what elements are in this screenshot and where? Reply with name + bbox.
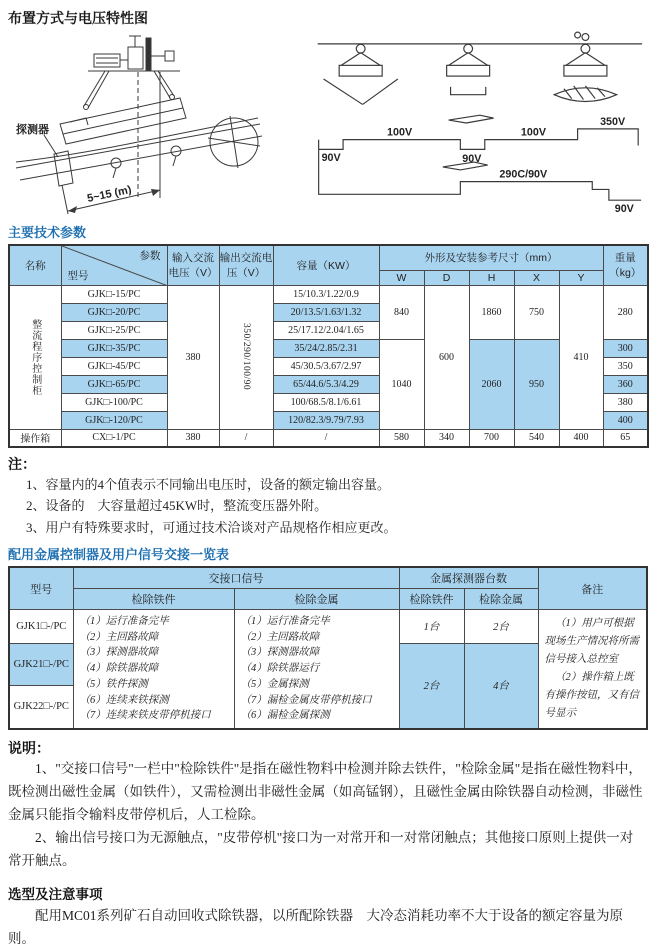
model-cell: GJK□-45/PC xyxy=(61,357,167,375)
remark-cell: （1）用户可根据现场生产情况将所需信号接入总控室 （2）操作箱上既有操作按钮，又有信号显示 xyxy=(538,609,647,729)
detector-label: 探测器 xyxy=(16,124,49,136)
v90-right-label: 90V xyxy=(614,202,634,215)
col-header-dimensions: 外形及安装参考尺寸（mm） xyxy=(379,245,603,270)
v90-mid-label: 90V xyxy=(462,153,482,166)
model-cell: GJK□-120/PC xyxy=(61,411,167,429)
weight-cell: 380 xyxy=(603,393,648,411)
notes-title: 注： xyxy=(8,456,36,472)
col-header-interface: 交接口信号 xyxy=(73,567,399,588)
weight-cell: 360 xyxy=(603,375,648,393)
col-header-w: W xyxy=(379,270,424,285)
col-header-weight: 重量（kg） xyxy=(603,245,648,285)
capacity-cell: 20/13.5/1.63/1.32 xyxy=(273,303,379,321)
col-header-h: H xyxy=(469,270,514,285)
explanation-paragraph: 2、输出信号接口为无源触点，"皮带停机"接口为一对常开和一对常闭触点；其他接口原则上提供一对常开触点。 xyxy=(8,829,634,868)
model-cell: GJK22□-/PC xyxy=(9,685,73,729)
tech-params-heading: 主要技术参数 xyxy=(8,225,87,240)
page-title: 布置方式与电压特性图 xyxy=(8,10,148,26)
v90-left-label: 90V xyxy=(321,152,341,165)
metal-signals-cell: （1）运行准备完毕 （2）主回路故障 （3）探测器故障 （4）除铁器运行 （5）金属探测 （7）漏检金属皮带停机接口 （6）漏检金属探测 xyxy=(234,609,399,729)
tech-params-table xyxy=(8,244,649,448)
input-voltage-cell: 380 xyxy=(167,285,219,429)
col-header-detector-count: 金属探测器台数 xyxy=(399,567,538,588)
selection-heading: 选型及注意事项 xyxy=(8,886,103,902)
explanation-title: 说明： xyxy=(8,740,50,757)
col-header-count-metal: 检除金属 xyxy=(464,588,538,609)
model-cell: GJK□-20/PC xyxy=(61,303,167,321)
capacity-cell: 25/17.12/2.04/1.65 xyxy=(273,321,379,339)
model-cell: GJK21□-/PC xyxy=(9,643,73,685)
model-cell: GJK□-35/PC xyxy=(61,339,167,357)
capacity-cell: 100/68.5/8.1/6.61 xyxy=(273,393,379,411)
x-cell: 950 xyxy=(514,339,559,429)
capacity-cell: 45/30.5/3.67/2.97 xyxy=(273,357,379,375)
y-cell: 400 xyxy=(559,429,603,447)
param-label: 参数 xyxy=(139,250,161,262)
diagram-row xyxy=(8,30,646,216)
signal-table xyxy=(8,566,648,730)
input-voltage-cell: 380 xyxy=(167,429,219,447)
d-cell: 600 xyxy=(424,285,469,429)
col-header-remark: 备注 xyxy=(538,567,647,609)
metal-count-cell: 4台 xyxy=(464,643,538,729)
iron-signals-cell: （1）运行准备完毕 （2）主回路故障 （3）探测器故障 （4）除铁器故障 （5）铁件探测 （6）连续来铁探测 （7）连续来铁皮带停机接口 xyxy=(73,609,234,729)
col-header-name: 名称 xyxy=(9,245,61,285)
col-header-y: Y xyxy=(559,270,603,285)
explanation-paragraph: 1、"交接口信号"一栏中"检除铁件"是指在磁性物料中检测并除去铁件，"检除金属"是指在磁性物料中，既检测出磁性金属（如铁件），又需检测出非磁性金属（如高锰钢），且磁性金属由除铁器自动检测，非磁性金属只能指令输料皮带停机后，人工检除。 xyxy=(8,761,643,822)
metal-count-cell: 2台 xyxy=(464,609,538,643)
voltage-profile-svg xyxy=(304,30,646,216)
capacity-cell: 15/10.3/1.22/0.9 xyxy=(273,285,379,303)
col-header-input-voltage: 输入交流电压（V） xyxy=(167,245,219,285)
distance-label: 5~15 (m) xyxy=(86,183,133,205)
model-cell: GJK□-65/PC xyxy=(61,375,167,393)
signal-table-heading: 配用金属控制器及用户信号交接一览表 xyxy=(8,547,230,563)
group-name-cell: 整流程序控制柜 xyxy=(9,285,61,429)
capacity-cell: / xyxy=(273,429,379,447)
weight-cell: 350 xyxy=(603,357,648,375)
w-cell: 1040 xyxy=(379,339,424,429)
iron-count-cell: 2台 xyxy=(399,643,464,729)
note-item: 3、用户有特殊要求时，可通过技术洽谈对产品规格作相应更改。 xyxy=(26,519,397,535)
notes-block xyxy=(8,454,646,538)
d-cell: 340 xyxy=(424,429,469,447)
weight-cell: 300 xyxy=(603,339,648,357)
v100-right-label: 100V xyxy=(520,126,547,139)
note-item: 1、容量内的4个值表示不同输出电压时，设备的额定输出容量。 xyxy=(26,477,391,492)
model-cell: CX□-1/PC xyxy=(61,429,167,447)
col-header-model: 型号 xyxy=(9,567,73,609)
model-label: 型号 xyxy=(67,269,89,282)
explanation-block xyxy=(8,738,646,873)
v100-left-label: 100V xyxy=(387,126,413,139)
model-cell: GJK□-15/PC xyxy=(61,285,167,303)
capacity-cell: 120/82.3/9.79/7.93 xyxy=(273,411,379,429)
h-cell: 700 xyxy=(469,429,514,447)
col-header-iron: 检除铁件 xyxy=(73,588,234,609)
v350-label: 350V xyxy=(600,115,626,128)
weight-cell: 280 xyxy=(603,285,648,339)
col-header-model-param xyxy=(61,245,167,285)
capacity-cell: 35/24/2.85/2.31 xyxy=(273,339,379,357)
model-cell: GJK1□-/PC xyxy=(9,609,73,643)
model-cell: GJK□-25/PC xyxy=(61,321,167,339)
col-header-x: X xyxy=(514,270,559,285)
w-cell: 580 xyxy=(379,429,424,447)
w-cell: 840 xyxy=(379,285,424,339)
col-header-capacity: 容量（KW） xyxy=(273,245,379,285)
h-cell: 1860 xyxy=(469,285,514,339)
note-item: 2、设备的 大容量超过45KW时，整流变压器外附。 xyxy=(26,498,328,514)
selection-paragraph: 配用MC01系列矿石自动回收式除铁器，以所配除铁器 大冷态消耗功率不大于设备的额定容量为原则。 xyxy=(8,907,624,946)
v290-label: 290C/90V xyxy=(499,168,548,181)
x-cell: 540 xyxy=(514,429,559,447)
x-cell: 750 xyxy=(514,285,559,339)
capacity-cell: 65/44.6/5.3/4.29 xyxy=(273,375,379,393)
y-cell: 410 xyxy=(559,285,603,429)
iron-count-cell: 1台 xyxy=(399,609,464,643)
col-header-output-voltage: 输出交流电压（V） xyxy=(219,245,273,285)
output-voltage-cell: 350/290/100/90 xyxy=(219,285,273,429)
layout-diagram-svg xyxy=(8,30,304,216)
col-header-d: D xyxy=(424,270,469,285)
col-header-metal: 检除金属 xyxy=(234,588,399,609)
model-cell: GJK□-100/PC xyxy=(61,393,167,411)
weight-cell: 400 xyxy=(603,411,648,429)
output-voltage-cell: / xyxy=(219,429,273,447)
col-header-count-iron: 检除铁件 xyxy=(399,588,464,609)
operator-name-cell: 操作箱 xyxy=(9,429,61,447)
weight-cell: 65 xyxy=(603,429,648,447)
h-cell: 2060 xyxy=(469,339,514,429)
